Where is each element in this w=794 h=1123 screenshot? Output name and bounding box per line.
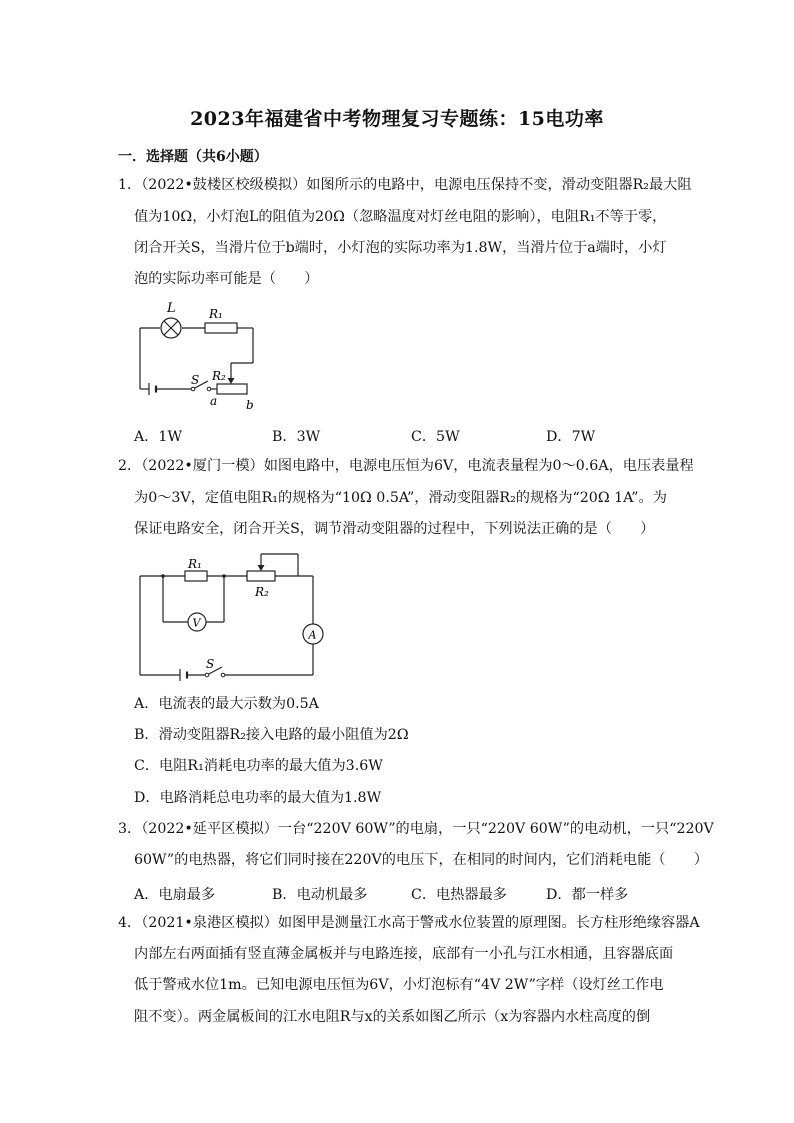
ammeter-label: A — [308, 628, 317, 642]
r2-label: R₂ — [212, 369, 226, 383]
switch-label: S — [206, 657, 215, 671]
r2-label: R₂ — [255, 585, 269, 599]
q3-line-2: 60W”的电热器，将它们同时接在220V的电压下，在相同的时间内，它们消耗电能（ ） — [134, 852, 709, 868]
q4-line-3: 低于警戒水位1m。已知电源电压恒为6V，小灯泡标有“4V 2W”字样（设灯丝工作电 — [134, 977, 664, 993]
section-heading: 一．选择题（共6小题） — [118, 149, 268, 165]
q2-line-2: 为0～3V，定值电阻R₁的规格为“10Ω 0.5A”，滑动变阻器R₂的规格为“20Ω 1A”。为 — [134, 490, 667, 506]
q2-option-b[interactable]: B．滑动变阻器R₂接入电路的最小阻值为2Ω — [134, 727, 409, 743]
rheostat-r2-icon — [247, 571, 275, 581]
q1-circuit-diagram — [135, 298, 265, 413]
q1-line-4: 泡的实际功率可能是（ ） — [134, 271, 319, 287]
q4-line-1: 4．（2021•泉港区模拟）如图甲是测量江水高于警戒水位装置的原理图。长方柱形绝缘容器A — [118, 915, 700, 931]
q3-option-d[interactable]: D．都一样多 — [546, 887, 629, 903]
q3-line-1: 3．（2022•延平区模拟）一台“220V 60W”的电扇，一只“220V 60W”的电动机，一只“220V — [118, 821, 714, 837]
slider-arrow-icon — [228, 378, 235, 384]
voltmeter-label: V — [192, 616, 201, 630]
q2-option-c[interactable]: C．电阻R₁消耗电功率的最大值为3.6W — [134, 758, 383, 774]
lamp-label: L — [167, 301, 176, 316]
q1-line-1: 1．（2022•鼓楼区校级模拟）如图所示的电路中，电源电压保持不变，滑动变阻器R₂最大阻 — [118, 177, 692, 193]
q4-line-2: 内部左右两面插有竖直薄金属板并与电路连接，底部有一小孔与江水相通，且容器底面 — [134, 946, 674, 962]
q2-line-3: 保证电路安全，闭合开关S，调节滑动变阻器的过程中，下列说法正确的是（ ） — [134, 521, 655, 537]
q2-line-1: 2．（2022•厦门一模）如图电路中，电源电压恒为6V，电流表量程为0～0.6A，电压表量程 — [118, 458, 694, 474]
q2-circuit-diagram — [135, 548, 335, 683]
q1-line-3: 闭合开关S，当滑片位于b端时，小灯泡的实际功率为1.8W，当滑片位于a端时，小灯 — [134, 240, 667, 256]
q1-line-2: 值为10Ω，小灯泡L的阻值为20Ω（忽略温度对灯丝电阻的影响），电阻R₁不等于零， — [134, 209, 667, 225]
r1-label: R₁ — [188, 557, 202, 571]
end-b-label: b — [246, 398, 254, 412]
q1-option-c[interactable]: C．5W — [411, 429, 460, 445]
q3-option-c[interactable]: C．电热器最多 — [411, 887, 507, 903]
r1-label: R₁ — [209, 307, 223, 321]
end-a-label: a — [210, 394, 218, 408]
resistor-r1-icon — [205, 323, 237, 333]
q4-line-4: 阻不变）。两金属板间的江水电阻R与x的关系如图乙所示（x为容器内水柱高度的倒 — [134, 1009, 651, 1025]
q2-option-a[interactable]: A．电流表的最大示数为0.5A — [134, 696, 319, 712]
document-title: 2023年福建省中考物理复习专题练：15电功率 — [190, 108, 604, 130]
slider-arrow-icon — [258, 565, 265, 571]
q2-option-d[interactable]: D．电路消耗总电功率的最大值为1.8W — [134, 790, 382, 806]
switch-label: S — [191, 373, 200, 387]
resistor-r1-icon — [185, 571, 207, 581]
q3-option-a[interactable]: A．电扇最多 — [134, 887, 216, 903]
q3-option-b[interactable]: B．电动机最多 — [272, 887, 368, 903]
q1-option-d[interactable]: D．7W — [546, 429, 596, 445]
q1-option-a[interactable]: A．1W — [134, 429, 183, 445]
q1-option-b[interactable]: B．3W — [272, 429, 321, 445]
rheostat-r2-icon — [217, 384, 247, 394]
